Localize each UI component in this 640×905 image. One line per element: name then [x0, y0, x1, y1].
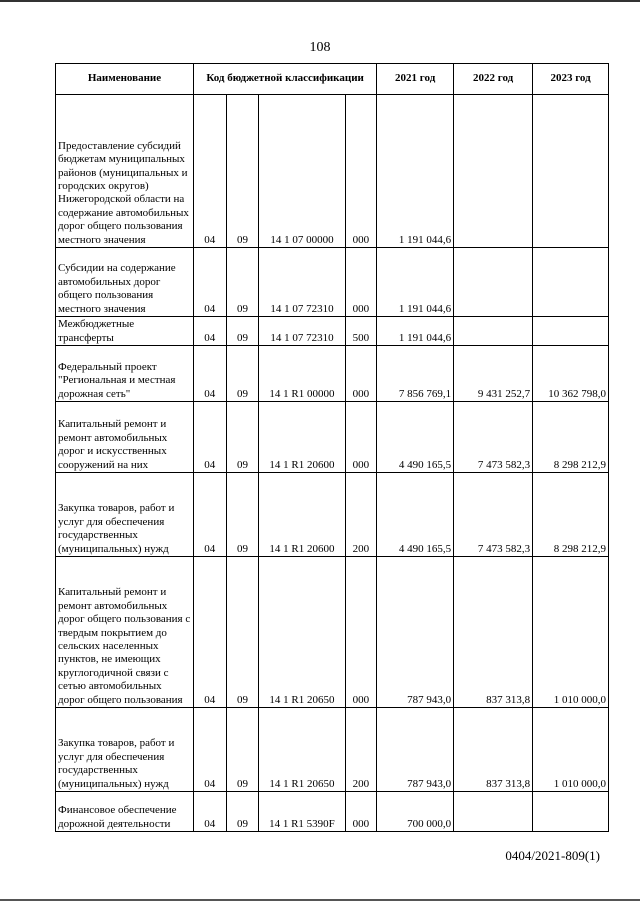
row-subsection-code: 09 — [226, 317, 259, 346]
row-value-2021: 1 191 044,6 — [377, 317, 454, 346]
table-row — [56, 402, 609, 473]
top-border-line — [0, 0, 640, 2]
row-subsection-code: 09 — [226, 557, 259, 708]
header-code: Код бюджетной классификации — [193, 64, 376, 95]
row-target-code: 14 1 R1 20600 — [259, 473, 345, 557]
row-target-code: 14 1 R1 5390F — [259, 792, 345, 832]
row-name-cell: Межбюджетные трансферты — [56, 317, 194, 346]
row-section-code: 04 — [193, 473, 226, 557]
row-value-2021: 787 943,0 — [377, 708, 454, 792]
row-name-cell: Капитальный ремонт и ремонт автомобильных дорог и искусственных сооружений на них — [56, 402, 194, 473]
row-section-code: 04 — [193, 402, 226, 473]
table-row — [56, 248, 609, 317]
row-value-2022 — [454, 248, 533, 317]
header-2022: 2022 год — [454, 64, 533, 95]
table-body — [56, 95, 609, 832]
row-expense-type-code: 200 — [345, 473, 377, 557]
table-row — [56, 557, 609, 708]
row-value-2022 — [454, 317, 533, 346]
row-value-2022: 7 473 582,3 — [454, 473, 533, 557]
row-section-code: 04 — [193, 792, 226, 832]
row-target-code: 14 1 R1 00000 — [259, 346, 345, 402]
document-code: 0404/2021-809(1) — [505, 848, 600, 863]
table-row — [56, 708, 609, 792]
row-name-cell: Капитальный ремонт и ремонт автомобильных дорог общего пользования с твердым покрытием до сельских населенных пунктов, не имеющих круглогодичной связи с сетью автомобильных дорог общего пользования — [56, 557, 194, 708]
row-subsection-code: 09 — [226, 248, 259, 317]
row-subsection-code: 09 — [226, 473, 259, 557]
row-section-code: 04 — [193, 317, 226, 346]
row-name-cell: Субсидии на содержание автомобильных дорог общего пользования местного значения — [56, 248, 194, 317]
table-row — [56, 346, 609, 402]
header-2021: 2021 год — [377, 64, 454, 95]
bottom-border-line — [0, 899, 640, 901]
table-row — [56, 95, 609, 248]
row-value-2022: 7 473 582,3 — [454, 402, 533, 473]
row-subsection-code: 09 — [226, 792, 259, 832]
table-row — [56, 792, 609, 832]
row-section-code: 04 — [193, 708, 226, 792]
row-value-2021: 4 490 165,5 — [377, 473, 454, 557]
row-value-2021: 4 490 165,5 — [377, 402, 454, 473]
row-name-cell: Предоставление субсидий бюджетам муниципальных районов (муниципальных и городских округов) Нижегородской области на содержание автомобильных дорог общего пользования местного значения — [56, 95, 194, 248]
row-value-2023 — [533, 317, 609, 346]
row-target-code: 14 1 07 00000 — [259, 95, 345, 248]
row-value-2021: 7 856 769,1 — [377, 346, 454, 402]
row-value-2022 — [454, 792, 533, 832]
header-2023: 2023 год — [533, 64, 609, 95]
row-expense-type-code: 200 — [345, 708, 377, 792]
row-expense-type-code: 000 — [345, 346, 377, 402]
row-subsection-code: 09 — [226, 402, 259, 473]
row-subsection-code: 09 — [226, 95, 259, 248]
table-row — [56, 473, 609, 557]
row-value-2021: 1 191 044,6 — [377, 248, 454, 317]
row-target-code: 14 1 07 72310 — [259, 317, 345, 346]
row-value-2021: 787 943,0 — [377, 557, 454, 708]
row-value-2023: 1 010 000,0 — [533, 708, 609, 792]
row-value-2023 — [533, 95, 609, 248]
row-value-2021: 700 000,0 — [377, 792, 454, 832]
row-section-code: 04 — [193, 557, 226, 708]
row-section-code: 04 — [193, 95, 226, 248]
row-section-code: 04 — [193, 248, 226, 317]
row-value-2022: 837 313,8 — [454, 557, 533, 708]
row-subsection-code: 09 — [226, 708, 259, 792]
row-value-2022: 837 313,8 — [454, 708, 533, 792]
row-name-cell: Финансовое обеспечение дорожной деятельности — [56, 792, 194, 832]
row-target-code: 14 1 R1 20650 — [259, 557, 345, 708]
row-value-2023: 1 010 000,0 — [533, 557, 609, 708]
row-value-2023: 8 298 212,9 — [533, 402, 609, 473]
row-name-cell: Закупка товаров, работ и услуг для обеспечения государственных (муниципальных) нужд — [56, 708, 194, 792]
row-target-code: 14 1 07 72310 — [259, 248, 345, 317]
row-value-2023 — [533, 792, 609, 832]
row-expense-type-code: 000 — [345, 557, 377, 708]
row-expense-type-code: 500 — [345, 317, 377, 346]
row-value-2022 — [454, 95, 533, 248]
row-expense-type-code: 000 — [345, 792, 377, 832]
row-expense-type-code: 000 — [345, 95, 377, 248]
row-target-code: 14 1 R1 20650 — [259, 708, 345, 792]
row-subsection-code: 09 — [226, 346, 259, 402]
table-header-row — [56, 64, 609, 95]
row-name-cell: Закупка товаров, работ и услуг для обеспечения государственных (муниципальных) нужд — [56, 473, 194, 557]
row-target-code: 14 1 R1 20600 — [259, 402, 345, 473]
row-value-2021: 1 191 044,6 — [377, 95, 454, 248]
page-number: 108 — [309, 40, 331, 55]
row-value-2022: 9 431 252,7 — [454, 346, 533, 402]
row-value-2023 — [533, 248, 609, 317]
row-value-2023: 8 298 212,9 — [533, 473, 609, 557]
table-row — [56, 317, 609, 346]
header-name: Наименование — [56, 64, 194, 95]
row-expense-type-code: 000 — [345, 248, 377, 317]
row-value-2023: 10 362 798,0 — [533, 346, 609, 402]
row-section-code: 04 — [193, 346, 226, 402]
row-expense-type-code: 000 — [345, 402, 377, 473]
budget-table — [55, 63, 609, 832]
row-name-cell: Федеральный проект "Региональная и местная дорожная сеть" — [56, 346, 194, 402]
